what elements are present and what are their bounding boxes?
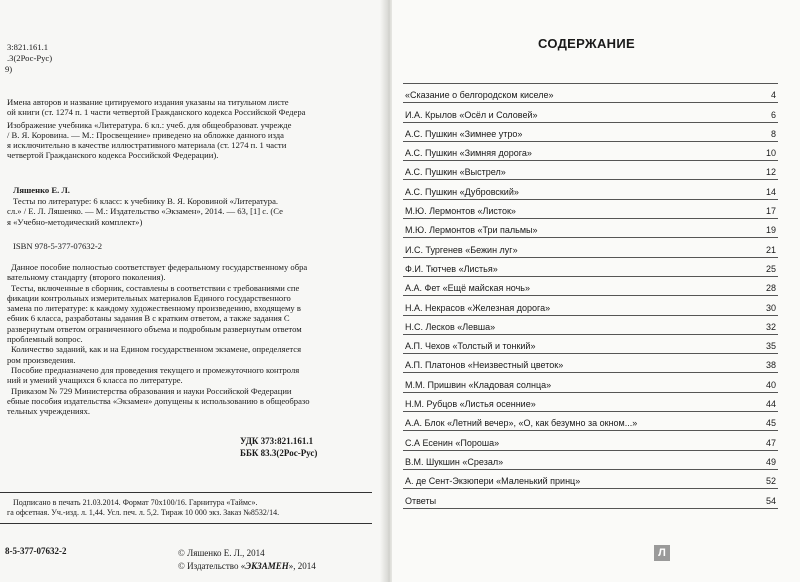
- print-divider-bottom: [0, 523, 372, 524]
- bibliographic-block: [7, 196, 283, 227]
- toc-entry: [403, 83, 778, 103]
- desc-line: Пособие предназначено для проведения текущего и промежуточного контроля: [11, 364, 300, 375]
- notice-block: [7, 97, 305, 161]
- labirint-logo-icon: Л: [654, 545, 670, 561]
- toc-entry: [403, 431, 778, 450]
- udk-top: 3:821.161.1: [7, 42, 49, 52]
- toc-entry-title: «Сказание о белгородском киселе»: [405, 90, 554, 101]
- desc-line: замена по литературе: к каждому художественному произведению, входящему в: [7, 303, 301, 314]
- bib-line: Тесты по литературе: 6 класс: к учебнику В. Я. Коровиной «Литература.: [13, 196, 279, 206]
- toc-entry-title: М.Ю. Лермонтов «Три пальмы»: [405, 225, 538, 236]
- toc-entry-title: А.А. Блок «Летний вечер», «О, как безумно за окном...»: [405, 418, 638, 429]
- copyright-prefix: © Издательство «: [178, 561, 246, 571]
- copyright-author: © Ляшенко Е. Л., 2014: [178, 548, 265, 558]
- toc-entry: [403, 489, 778, 508]
- desc-line: вательному стандарту (второго поколения).: [7, 272, 166, 283]
- toc-entry: [403, 393, 778, 412]
- desc-line: ебник 6 класса, разработаны задания В с кратким ответом, а также задания С: [7, 313, 290, 324]
- toc-entry-page: 25: [765, 263, 776, 274]
- toc-entry: [403, 238, 778, 257]
- isbn: ISBN 978-5-377-07632-2: [13, 241, 103, 251]
- desc-line: проблемный вопрос.: [7, 334, 83, 345]
- toc-entry: [403, 335, 778, 354]
- toc-entry-page: 45: [765, 418, 776, 429]
- toc-entry-page: 40: [765, 379, 776, 390]
- toc-entry: [403, 219, 778, 238]
- notice-line: / В. Я. Коровина. — М.: Просвещение» приведено на обложке данного изда: [7, 129, 284, 140]
- print-divider-top: [0, 492, 372, 493]
- toc-entry-page: 30: [765, 302, 776, 313]
- toc-entry-page: 12: [765, 167, 776, 178]
- toc-entry: [403, 180, 778, 199]
- desc-line: ром произведения.: [7, 354, 76, 365]
- notice-line: Изображение учебника «Литература. 6 кл.: учеб. для общеобразоват. учрежде: [7, 119, 292, 130]
- copyright-publisher: [178, 561, 316, 571]
- toc-entry-page: 47: [765, 437, 776, 448]
- udk-bottom: УДК 373:821.161.1: [240, 436, 314, 446]
- description-block: [7, 262, 310, 416]
- toc-entry-title: М.Ю. Лермонтов «Листок»: [405, 206, 516, 217]
- toc-entry: [403, 470, 778, 489]
- toc-entry-title: М.М. Пришвин «Кладовая солнца»: [405, 379, 552, 390]
- toc-entry: [403, 123, 778, 142]
- toc-entry-page: 14: [765, 186, 776, 197]
- toc-entry-page: 8: [770, 128, 776, 139]
- toc-entry-title: А.А. Фет «Ещё майская ночь»: [405, 283, 530, 294]
- desc-line: Количество заданий, как и на Едином государственном экзамене, определяется: [11, 344, 302, 355]
- toc-entry-page: 52: [765, 476, 776, 487]
- toc-entry-page: 6: [770, 109, 776, 120]
- toc-entry-title: Н.А. Некрасов «Железная дорога»: [405, 302, 551, 313]
- desc-line: Тесты, включенные в сборник, составлены в соответствии с требованиями спе: [11, 282, 300, 293]
- toc-entry-title: А.С. Пушкин «Зимняя дорога»: [405, 148, 532, 159]
- toc-entry: [403, 373, 778, 392]
- toc-entry-page: 44: [765, 399, 776, 410]
- desc-line: тельных учреждениях.: [7, 406, 91, 417]
- desc-line: развернутым ответом ограниченного объема и подробным развернутым ответом: [7, 323, 302, 334]
- toc-entry: [403, 451, 778, 470]
- toc-entry-page: 28: [765, 283, 776, 294]
- toc-entry-title: Ответы: [405, 495, 437, 506]
- toc-entry-title: А. де Сент-Экзюпери «Маленький принц»: [405, 476, 581, 487]
- toc-entry: [403, 103, 778, 122]
- toc-entry-title: И.А. Крылов «Осёл и Соловей»: [405, 109, 538, 120]
- toc-entry-page: 32: [765, 321, 776, 332]
- toc-entry-page: 21: [765, 244, 776, 255]
- contents-page: [392, 0, 800, 582]
- toc-entry-title: А.С. Пушкин «Выстрел»: [405, 167, 506, 178]
- bib-line: сл.» / Е. Л. Ляшенко. — М.: Издательство «Экзамен», 2014. — 63, [1] с. (Се: [7, 206, 283, 217]
- toc-entry-title: А.С. Пушкин «Зимнее утро»: [405, 128, 523, 139]
- toc-entry-title: А.С. Пушкин «Дубровский»: [405, 186, 519, 197]
- toc-entry-page: 17: [765, 206, 776, 217]
- toc-entry: [403, 277, 778, 296]
- toc-entry-title: А.П. Чехов «Толстый и тонкий»: [405, 341, 536, 352]
- toc-entry-title: А.П. Платонов «Неизвестный цветок»: [405, 360, 564, 371]
- toc-entry-title: В.М. Шукшин «Срезал»: [405, 456, 504, 467]
- toc-entry: [403, 316, 778, 335]
- toc-entry: [403, 200, 778, 219]
- imprint-page: [0, 0, 386, 582]
- notice-line: Имена авторов и название цитируемого издания указаны на титульном листе: [7, 97, 289, 107]
- bib-line: я «Учебно-методический комплект»): [7, 216, 143, 227]
- desc-line: Данное пособие полностью соответствует федеральному государственному обра: [11, 262, 308, 272]
- toc-entry-title: Ф.И. Тютчев «Листья»: [405, 263, 498, 274]
- copyright-suffix: », 2014: [288, 561, 316, 571]
- toc-entry-page: 19: [765, 225, 776, 236]
- toc-entry-page: 38: [765, 360, 776, 371]
- print-info: [7, 498, 279, 519]
- isbn-bottom: 8-5-377-07632-2: [5, 546, 67, 556]
- toc-entry: [403, 296, 778, 315]
- toc-entry: [403, 161, 778, 180]
- toc-title: СОДЕРЖАНИЕ: [538, 36, 635, 51]
- toc-entry-page: 4: [770, 90, 776, 101]
- desc-line: ебные пособия издательства «Экзамен» допущены к использованию в общеобразо: [7, 395, 310, 406]
- notice-line: я исключительно в качестве иллюстративного материала (ст. 1274 п. 1 части: [7, 140, 287, 151]
- desc-line: ний и умений учащихся 6 класса по литературе.: [7, 375, 183, 386]
- toc-entry: [403, 258, 778, 277]
- desc-line: Приказом № 729 Министерства образования и науки Российской Федерации: [11, 385, 292, 396]
- toc-entry: [403, 412, 778, 431]
- toc-entry-page: 54: [765, 495, 776, 506]
- toc-entry-page: 10: [765, 148, 776, 159]
- toc-entry-title: С.А Есенин «Пороша»: [405, 437, 500, 448]
- notice-line: ой книги (ст. 1274 п. 1 части четвертой Гражданского кодекса Российской Федера: [7, 107, 306, 118]
- desc-line: фикации контрольных измерительных материалов Единого государственного: [7, 292, 291, 303]
- author-name: Ляшенко Е. Л.: [13, 185, 70, 195]
- toc-entry-title: Н.М. Рубцов «Листья осенние»: [405, 399, 536, 410]
- publisher-name: ЭКЗАМЕН: [245, 561, 289, 571]
- print-line: га офсетная. Уч.-изд. л. 1,44. Усл. печ. л. 5,2. Тираж 10 000 экз. Заказ №8532/14.: [7, 508, 280, 518]
- notice-line: четвертой Гражданского кодекса Российской Федерации).: [7, 150, 219, 161]
- toc-entry-title: Н.С. Лесков «Левша»: [405, 321, 496, 332]
- print-line: Подписано в печать 21.03.2014. Формат 70х100/16. Гарнитура «Таймс».: [13, 498, 258, 507]
- bbk-top: .3(2Рос-Рус): [7, 53, 53, 63]
- toc-entry: [403, 142, 778, 161]
- toc-list: [403, 83, 778, 509]
- toc-entry-page: 49: [765, 456, 776, 467]
- bbk-bottom: ББК 83.3(2Рос-Рус): [240, 448, 318, 458]
- toc-entry-page: 35: [765, 341, 776, 352]
- toc-entry-title: И.С. Тургенев «Бежин луг»: [405, 244, 518, 255]
- toc-entry: [403, 354, 778, 373]
- top-mark: 9): [5, 64, 13, 74]
